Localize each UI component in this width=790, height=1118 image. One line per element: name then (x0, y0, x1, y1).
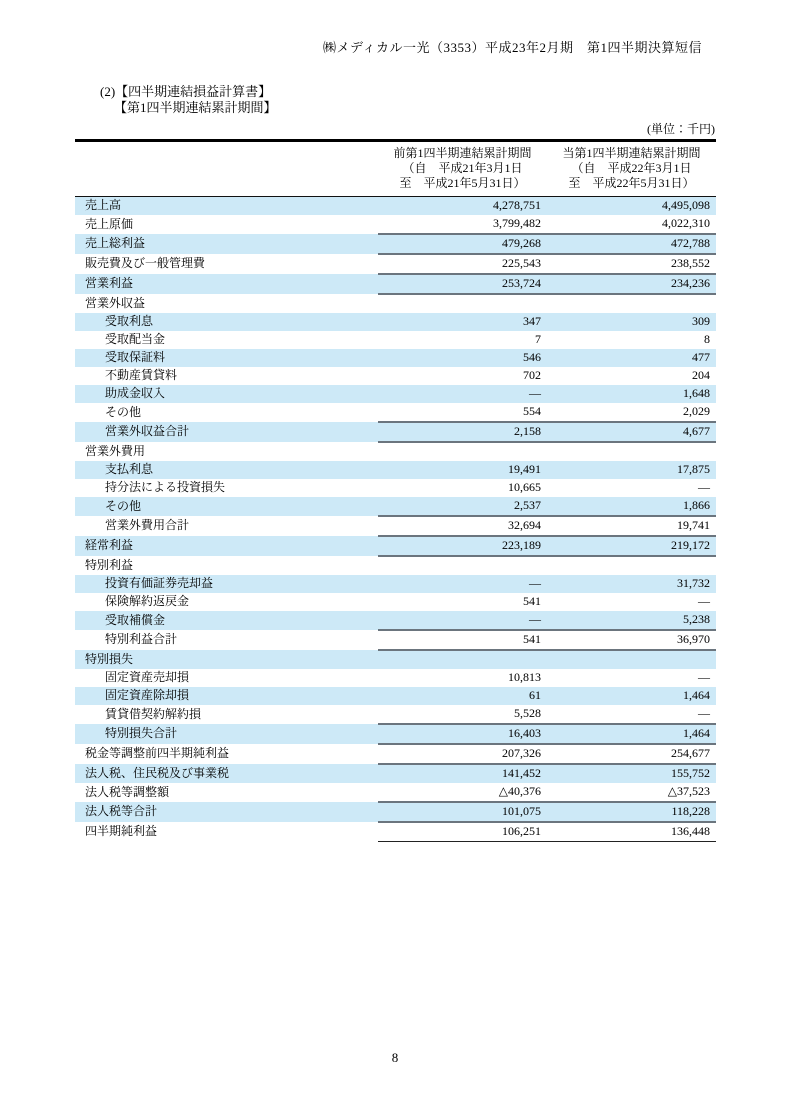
row-value-current: ― (547, 705, 716, 724)
row-value-current: 17,875 (547, 461, 716, 479)
table-row (75, 254, 716, 274)
table-row (75, 516, 716, 536)
section-heading-block (100, 84, 790, 116)
row-label: 営業外収益 (85, 295, 146, 310)
row-value-prior: ― (378, 575, 547, 593)
row-label: 法人税、住民税及び事業税 (75, 764, 378, 783)
row-value-prior: 2,158 (378, 422, 547, 442)
row-value-current: 1,866 (547, 497, 716, 516)
row-value-prior: 2,537 (378, 497, 547, 516)
row-label: 営業外費用合計 (105, 518, 190, 532)
row-value-current: ― (698, 670, 710, 684)
row-label: 売上原価 (85, 216, 134, 231)
column-header-prior-period (378, 141, 547, 197)
row-label: 不動産賃貸料 (105, 368, 178, 382)
table-header (75, 141, 716, 197)
row-value-prior: 10,813 (508, 670, 541, 684)
row-value-current: 118,228 (547, 802, 716, 822)
row-value-current (547, 294, 716, 313)
table-row (75, 403, 716, 422)
row-label: 賃貸借契約解約損 (105, 706, 202, 721)
row-label: 助成金収入 (75, 385, 378, 403)
row-value-prior (378, 650, 547, 669)
table-row (75, 367, 716, 385)
row-value-prior: 7 (535, 332, 541, 346)
page-number: 8 (391, 1050, 399, 1065)
row-value-prior: 16,403 (378, 724, 547, 744)
row-value-current: 36,970 (547, 630, 716, 650)
table-row (75, 331, 716, 349)
row-value-current: ― (698, 594, 710, 608)
row-label: 売上高 (75, 197, 378, 216)
row-value-prior: 702 (523, 368, 541, 382)
row-value-prior: 541 (523, 594, 541, 608)
row-value-prior: 141,452 (378, 764, 547, 783)
table-row (75, 669, 716, 687)
table-row (75, 349, 716, 367)
row-value-prior: 10,665 (508, 480, 541, 494)
row-value-current (547, 442, 716, 461)
row-value-current: 4,677 (547, 422, 716, 442)
row-value-prior: 106,251 (378, 822, 547, 842)
row-value-current (547, 556, 716, 575)
row-label: 特別利益 (85, 557, 134, 572)
table-row (75, 611, 716, 630)
row-value-prior (378, 556, 547, 575)
table-row (75, 593, 716, 611)
row-value-prior: 3,799,482 (378, 215, 547, 234)
row-label: その他 (75, 497, 378, 516)
row-value-prior: 61 (378, 687, 547, 705)
row-value-current: 155,752 (547, 764, 716, 783)
row-label: 固定資産売却損 (105, 670, 190, 684)
row-label: 受取補償金 (75, 611, 378, 630)
table-row (75, 556, 716, 575)
row-value-current: 238,552 (547, 254, 716, 274)
table-row (75, 197, 716, 216)
row-label: 経常利益 (75, 536, 378, 556)
row-label: 特別損失合計 (75, 724, 378, 744)
table-body (75, 197, 716, 842)
row-value-current: 234,236 (547, 274, 716, 294)
row-value-current: 31,732 (547, 575, 716, 593)
row-label: 受取利息 (75, 313, 378, 331)
table-row (75, 442, 716, 461)
row-value-prior: 207,326 (378, 744, 547, 764)
row-value-current: 1,648 (547, 385, 716, 403)
table-row (75, 294, 716, 313)
table-row (75, 705, 716, 724)
row-value-prior: △40,376 (378, 783, 547, 802)
row-value-prior: 541 (378, 630, 547, 650)
row-label: 特別利益合計 (105, 632, 178, 646)
row-value-current: 472,788 (547, 234, 716, 254)
column-header-current-period (547, 141, 716, 197)
row-label: 営業外費用 (85, 443, 146, 458)
row-label: 税金等調整前四半期純利益 (85, 746, 230, 760)
table-row (75, 385, 716, 403)
table-row (75, 630, 716, 650)
row-label: 特別損失 (75, 650, 378, 669)
row-value-current: 219,172 (547, 536, 716, 556)
row-value-current: 2,029 (547, 403, 716, 422)
row-value-current: 4,495,098 (547, 197, 716, 216)
row-label: 支払利息 (75, 461, 378, 479)
row-value-current: 204 (692, 368, 710, 382)
table-row (75, 650, 716, 669)
row-value-current (547, 650, 716, 669)
row-value-prior (378, 442, 547, 461)
section-subtitle: 【第1四半期連結累計期間】 (114, 100, 277, 115)
table-row (75, 724, 716, 744)
row-value-prior: ― (378, 611, 547, 630)
row-value-prior: 479,268 (378, 234, 547, 254)
current-period-date-from: （自 平成22年3月1日 (571, 161, 692, 175)
row-label: 投資有価証券売却益 (75, 575, 378, 593)
row-value-current: 19,741 (547, 516, 716, 536)
row-value-prior (378, 294, 547, 313)
header-empty-cell (75, 141, 378, 197)
row-value-current: 136,448 (547, 822, 716, 842)
row-value-current: 8 (704, 332, 710, 346)
row-label: 法人税等調整額 (85, 784, 170, 799)
row-value-prior: 223,189 (378, 536, 547, 556)
row-value-current: 477 (547, 349, 716, 367)
row-value-current: 1,464 (547, 724, 716, 744)
table-row (75, 461, 716, 479)
table-row (75, 536, 716, 556)
row-value-prior: 4,278,751 (378, 197, 547, 216)
current-period-name: 当第1四半期連結累計期間 (562, 146, 701, 160)
prior-period-date-to: 至 平成21年5月31日） (399, 176, 526, 190)
prior-period-date-from: （自 平成21年3月1日 (402, 161, 523, 175)
row-value-current: 1,464 (547, 687, 716, 705)
row-label: 受取保証料 (75, 349, 378, 367)
row-value-prior: 554 (378, 403, 547, 422)
row-value-prior: 253,724 (378, 274, 547, 294)
row-value-current: 309 (547, 313, 716, 331)
section-title: (2)【四半期連結損益計算書】 (100, 84, 272, 99)
unit-label: (単位：千円) (647, 122, 715, 136)
row-value-prior: ― (378, 385, 547, 403)
table-row (75, 422, 716, 442)
row-label: その他 (105, 404, 142, 419)
income-statement-table (75, 139, 716, 842)
row-value-current: ― (698, 480, 710, 494)
row-label: 法人税等合計 (75, 802, 378, 822)
table-row (75, 575, 716, 593)
row-value-prior: 546 (378, 349, 547, 367)
row-label: 販売費及び一般管理費 (85, 256, 206, 270)
row-label: 営業外収益合計 (75, 422, 378, 442)
table-row (75, 234, 716, 254)
table-row (75, 215, 716, 234)
table-row (75, 744, 716, 764)
table-row (75, 822, 716, 842)
prior-period-name: 前第1四半期連結累計期間 (393, 146, 532, 160)
row-value-prior: 19,491 (378, 461, 547, 479)
row-value-prior: 32,694 (378, 516, 547, 536)
table-row (75, 802, 716, 822)
row-value-prior: 347 (378, 313, 547, 331)
table-row (75, 497, 716, 516)
table-row (75, 313, 716, 331)
table-row (75, 479, 716, 497)
row-label: 四半期純利益 (85, 823, 158, 838)
table-row (75, 274, 716, 294)
table-row (75, 783, 716, 802)
row-label: 売上総利益 (75, 234, 378, 254)
row-value-prior: 101,075 (378, 802, 547, 822)
table-row (75, 764, 716, 783)
row-value-current: 4,022,310 (547, 215, 716, 234)
row-value-current: △37,523 (547, 783, 716, 802)
row-value-current: 254,677 (547, 744, 716, 764)
row-value-current: 5,238 (547, 611, 716, 630)
row-value-prior: 225,543 (378, 254, 547, 274)
row-label: 営業利益 (75, 274, 378, 294)
table-row (75, 687, 716, 705)
document-header-title: ㈱メディカル一光（3353）平成23年2月期 第1四半期決算短信 (323, 40, 702, 55)
row-label: 保険解約返戻金 (105, 594, 190, 608)
table-header-row (75, 141, 716, 197)
row-label: 持分法による投資損失 (105, 480, 226, 494)
row-label: 受取配当金 (105, 332, 166, 346)
row-value-prior: 5,528 (378, 705, 547, 724)
row-label: 固定資産除却損 (75, 687, 378, 705)
current-period-date-to: 至 平成22年5月31日） (568, 176, 695, 190)
